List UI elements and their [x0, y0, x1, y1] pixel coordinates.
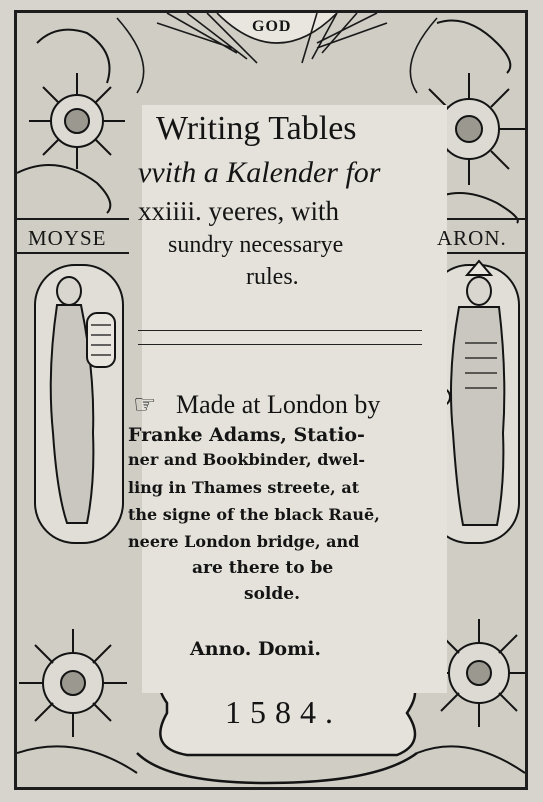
- title-line-4: sundry necessarye: [168, 232, 344, 258]
- god-label: GOD: [252, 18, 292, 35]
- imprint-line-3: ner and Bookbinder, dwel-: [128, 450, 366, 469]
- imprint-line-7: are there to be: [192, 558, 334, 578]
- imprint-line-8: solde.: [244, 584, 300, 604]
- imprint-line-4: ling in Thames streete, at: [128, 478, 360, 497]
- title-line-5: rules.: [246, 264, 299, 290]
- imprint-year: 1584.: [225, 694, 342, 730]
- imprint-line-6: neere London bridge, and: [128, 532, 360, 551]
- imprint-line-2: Franke Adams, Statio-: [128, 424, 365, 446]
- pointing-hand-icon: ☞: [133, 390, 157, 420]
- side-label-left: MOYSE: [28, 226, 107, 250]
- double-rule-bottom: [138, 344, 422, 345]
- title-line-1: Writing Tables: [156, 110, 357, 147]
- side-label-right: ARON.: [437, 226, 507, 250]
- imprint-line-1: Made at London by: [176, 390, 381, 419]
- title-line-3: xxiiii. yeeres, with: [138, 196, 339, 226]
- title-line-2: vvith a Kalender for: [138, 156, 381, 189]
- anno-domini: Anno. Domi.: [190, 638, 322, 660]
- double-rule-top: [138, 330, 422, 331]
- imprint-line-5: the signe of the black Rauē,: [128, 505, 380, 524]
